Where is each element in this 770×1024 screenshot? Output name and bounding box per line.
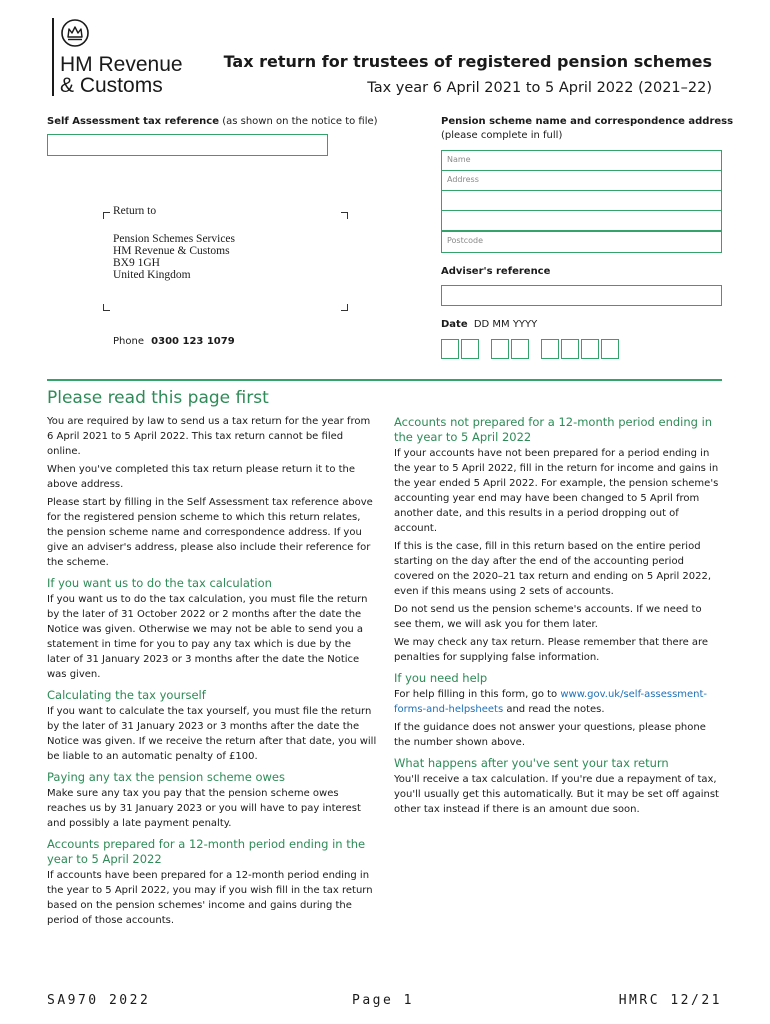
section-text-accounts-not-prepared-3: Do not send us the pension scheme's accounts. If we need to see them, we will ask you for them later.: [394, 604, 702, 630]
footer-version: HMRC 12/21: [618, 993, 722, 1008]
section-text-accounts-not-prepared-4: We may check any tax return. Please remember that there are penalties for supplying false information.: [394, 637, 709, 663]
intro-paragraph-1: You are required by law to send us a tax return for the year from 6 April 2021 to 5 April 2022. This tax return cannot be filed online.: [47, 416, 371, 457]
section-heading-paying-tax: Paying any tax the pension scheme owes: [47, 770, 286, 784]
date-day-digit-2[interactable]: [461, 339, 479, 359]
sa-ref-label-text: Self Assessment tax reference: [47, 116, 220, 127]
section-text-after-sending: You'll receive a tax calculation. If you're due a repayment of tax, you'll usually get this automatically. But it may be set off against other tax instead if there is an amount due soon.: [394, 774, 719, 815]
page-title: Tax return for trustees of registered pension schemes: [223, 52, 712, 71]
sa-ref-input[interactable]: [47, 134, 328, 156]
section-text-accounts-not-prepared-2: If this is the case, fill in this return based on the entire period starting on the day after the end of the accounting period covered on the 2020–21 tax return and ending on 5 April 2022, even if this means using 2 sets of accounts.: [394, 541, 712, 597]
section-divider: [47, 379, 722, 381]
phone-label: Phone: [113, 336, 144, 347]
phone-line: [113, 335, 235, 349]
footer-page-number: Page 1: [352, 993, 414, 1008]
scheme-address-input-3[interactable]: [441, 210, 722, 231]
adviser-label-text: Adviser's reference: [441, 266, 551, 277]
address-placeholder: Address: [447, 175, 479, 184]
intro-paragraph-2: When you've completed this tax return please return it to the above address.: [47, 464, 356, 490]
right-column: [394, 409, 722, 820]
scheme-postcode-input[interactable]: [441, 231, 722, 253]
date-year-digit-3[interactable]: [581, 339, 599, 359]
scheme-address-input-1[interactable]: [441, 170, 722, 191]
window-corner-tr: [341, 212, 348, 219]
window-corner-bl: [103, 304, 110, 311]
footer-form-code: SA970 2022: [47, 993, 151, 1008]
section-heading-accounts-prepared: Accounts prepared for a 12-month period ending in the year to 5 April 2022: [47, 837, 366, 866]
scheme-note: (please complete in full): [441, 130, 563, 141]
address-line-2: HM Revenue & Customs: [113, 245, 230, 257]
phone-number: 0300 123 1079: [151, 336, 235, 347]
section-text-need-help-1: [394, 687, 722, 717]
date-month-digit-1[interactable]: [491, 339, 509, 359]
date-year-digit-1[interactable]: [541, 339, 559, 359]
date-format: DD MM YYYY: [473, 319, 538, 330]
date-input-group: [441, 339, 621, 363]
date-label-row: [441, 318, 537, 332]
scheme-label: [441, 115, 733, 143]
royal-crest-icon: [60, 18, 90, 48]
section-heading-tax-calculation: If you want us to do the tax calculation: [47, 576, 272, 590]
help-text-before: For help filling in this form, go to: [394, 689, 561, 700]
sa-ref-note: (as shown on the notice to file): [222, 116, 378, 127]
section-text-accounts-not-prepared-1: If your accounts have not been prepared for a period ending in the year to 5 April 2022, fill in the return for income and gains in the year ended 5 April 2022. For example, the pension scheme's accounting year end may have been changed to 5 April from another date, and this results in a period dropping out of account.: [394, 448, 719, 534]
intro-heading: Please read this page first: [47, 388, 269, 408]
section-heading-need-help: If you need help: [394, 671, 488, 685]
date-month-digit-2[interactable]: [511, 339, 529, 359]
section-text-paying-tax: Make sure any tax you pay that the pension scheme owes reaches us by 31 January 2023 or you will have to pay interest and possibly a late payment penalty.: [47, 788, 361, 829]
section-text-need-help-2: If the guidance does not answer your questions, please phone the number shown above.: [394, 722, 706, 748]
adviser-label: [441, 265, 550, 279]
tax-year: Tax year 6 April 2021 to 5 April 2022 (2021–22): [367, 80, 712, 96]
scheme-name-input[interactable]: [441, 150, 722, 171]
left-column: [47, 414, 377, 931]
section-heading-after-sending: What happens after you've sent your tax return: [394, 756, 669, 770]
intro-paragraph-3: Please start by filling in the Self Assessment tax reference above for the registered pension scheme to which this return relates, the pension scheme name and correspondence address. If you give an adviser's address, please also include their reference for the scheme.: [47, 497, 373, 568]
help-text-after: and read the notes.: [503, 704, 605, 715]
return-to-label: Return to: [113, 205, 157, 217]
section-text-calculating-yourself: If you want to calculate the tax yourself, you must file the return by the later of 31 January 2023 or 3 months after the date the Notice was given. If we receive the return after that date, you will be liable to an automatic penalty of £100.: [47, 706, 377, 762]
section-heading-calculating-yourself: Calculating the tax yourself: [47, 688, 206, 702]
address-line-4: United Kingdom: [113, 269, 191, 281]
section-heading-accounts-not-prepared: Accounts not prepared for a 12-month period ending in the year to 5 April 2022: [394, 415, 713, 444]
postcode-placeholder: Postcode: [447, 236, 484, 245]
name-placeholder: Name: [447, 155, 471, 164]
logo-text-line2: & Customs: [60, 74, 163, 97]
scheme-label-text: Pension scheme name and correspondence address: [441, 116, 734, 127]
logo-text-line1: HM Revenue: [60, 53, 183, 76]
date-year-digit-4[interactable]: [601, 339, 619, 359]
sa-ref-label: [47, 115, 378, 129]
adviser-reference-input[interactable]: [441, 285, 722, 306]
section-text-accounts-prepared: If accounts have been prepared for a 12-month period ending in the year to 5 April 2022, you may if you wish fill in the tax return based on the pension schemes' income and gains during the period of those accounts.: [47, 870, 373, 926]
date-day-digit-1[interactable]: [441, 339, 459, 359]
scheme-address-input-2[interactable]: [441, 190, 722, 211]
address-line-1: Pension Schemes Services: [113, 233, 236, 245]
address-line-3: BX9 1GH: [113, 257, 160, 269]
logo-divider: [52, 18, 54, 96]
date-label: Date: [441, 319, 468, 330]
section-text-tax-calculation: If you want us to do the tax calculation, you must file the return by the later of 31 October 2022 or 2 months after the date the Notice was given. Otherwise we may not be able to send you a statement in time for you to pay any tax which is due by the later of 31 January 2023 or 3 months after the date the Notice was given.: [47, 594, 368, 680]
sa-ref-value: [48, 139, 53, 152]
window-corner-tl: [103, 212, 110, 219]
self-assessment-forms-link[interactable]: www.gov.uk/self-assessment-forms-and-helpsheets: [394, 689, 708, 715]
window-corner-br: [341, 304, 348, 311]
date-year-digit-2[interactable]: [561, 339, 579, 359]
